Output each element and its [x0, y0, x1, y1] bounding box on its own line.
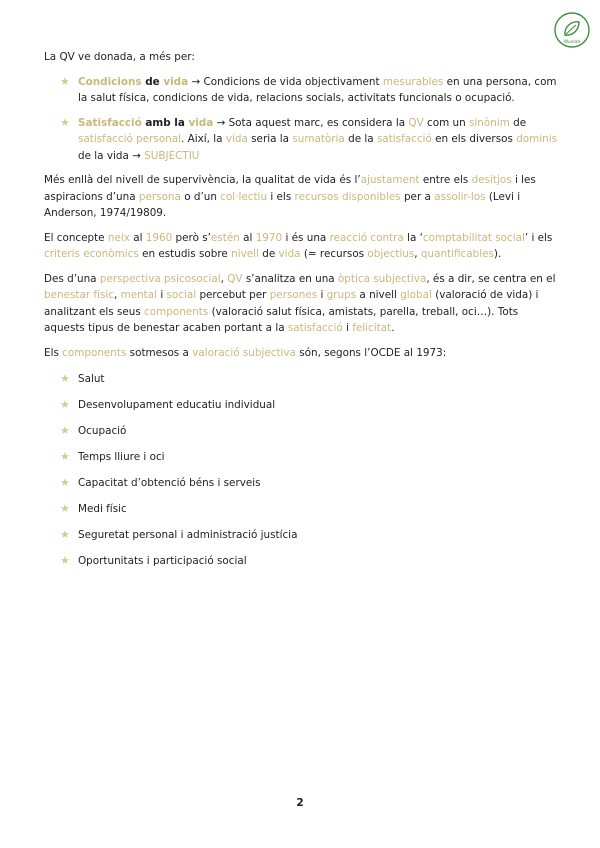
list-item: ★ Condicions de vida → Condicions de vida objectivament mesurables en una persona, com la salut física, condicions de vida, relacions socials, activitats funcionals o ocupació.: [60, 74, 557, 104]
components-list: [44, 371, 558, 579]
star-icon: ★: [60, 74, 70, 88]
list-item: ★ Temps lliure i oci: [60, 449, 558, 475]
qv-bullet-list: [44, 74, 558, 165]
list-item: ★ Capacitat d’obtenció béns i serveis: [60, 475, 558, 501]
list-item: ★ Seguretat personal i administració justícia: [60, 527, 558, 553]
list-item: ★ Salut: [60, 371, 558, 397]
star-icon: ★: [60, 502, 70, 515]
paragraph-ajustament: Més enllà del nivell de supervivència, la qualitat de vida és l’ajustament entre els desitjos i les aspiracions d’una persona o d’un col·lectiu i els recursos disponibles per a assolir-los (Levi i Anderson, 1974/19809.: [44, 174, 536, 219]
document-body: [44, 49, 558, 579]
paragraph-concepte: El concepte neix al 1960 però s’estén al 1970 i és una reacció contra la ‘comptabilitat social’ i els criteris econòmics en estudis sobre nivell de vida (= recursos objectius, quantificables).: [44, 231, 553, 260]
list-item: ★ Ocupació: [60, 423, 558, 449]
list-item: ★ Desenvolupament educatiu individual: [60, 397, 558, 423]
list-item: ★ Oportunitats i participació social: [60, 553, 558, 579]
star-icon: ★: [60, 554, 70, 567]
star-icon: ★: [60, 398, 70, 411]
star-icon: ★: [60, 424, 70, 437]
star-icon: ★: [60, 528, 70, 541]
star-icon: ★: [60, 476, 70, 489]
paragraph-components: Els components sotmesos a valoració subjectiva són, segons l’OCDE al 1973:: [44, 346, 447, 359]
leaf-logo-icon: [552, 10, 592, 50]
paragraph-perspectiva: Des d’una perspectiva psicosocial, QV s’analitza en una òptica subjectiva, és a dir, se centra en el benestar físic, mental i social percebut per persones i grups a nivell global (valoració de vida) i analitzant els seus components (valoració salut física, amistats, parella, treball, oci…). Tots aquests tipus de benestar acaben portant a la satisfacció i felicitat.: [44, 272, 556, 334]
list-item: ★ Medi físic: [60, 501, 558, 527]
star-icon: ★: [60, 372, 70, 385]
star-icon: ★: [60, 450, 70, 463]
logo-text: Wuolah: [563, 40, 581, 45]
star-icon: ★: [60, 115, 70, 129]
intro-paragraph: La QV ve donada, a més per:: [44, 51, 195, 63]
list-item: ★ Satisfacció amb la vida → Sota aquest marc, es considera la QV com un sinònim de satisfacció personal. Així, la vida seria la sumatòria de la satisfacció en els diversos dominis de la vida → SUBJECTIU: [60, 115, 558, 162]
page-number: 2: [296, 797, 304, 809]
